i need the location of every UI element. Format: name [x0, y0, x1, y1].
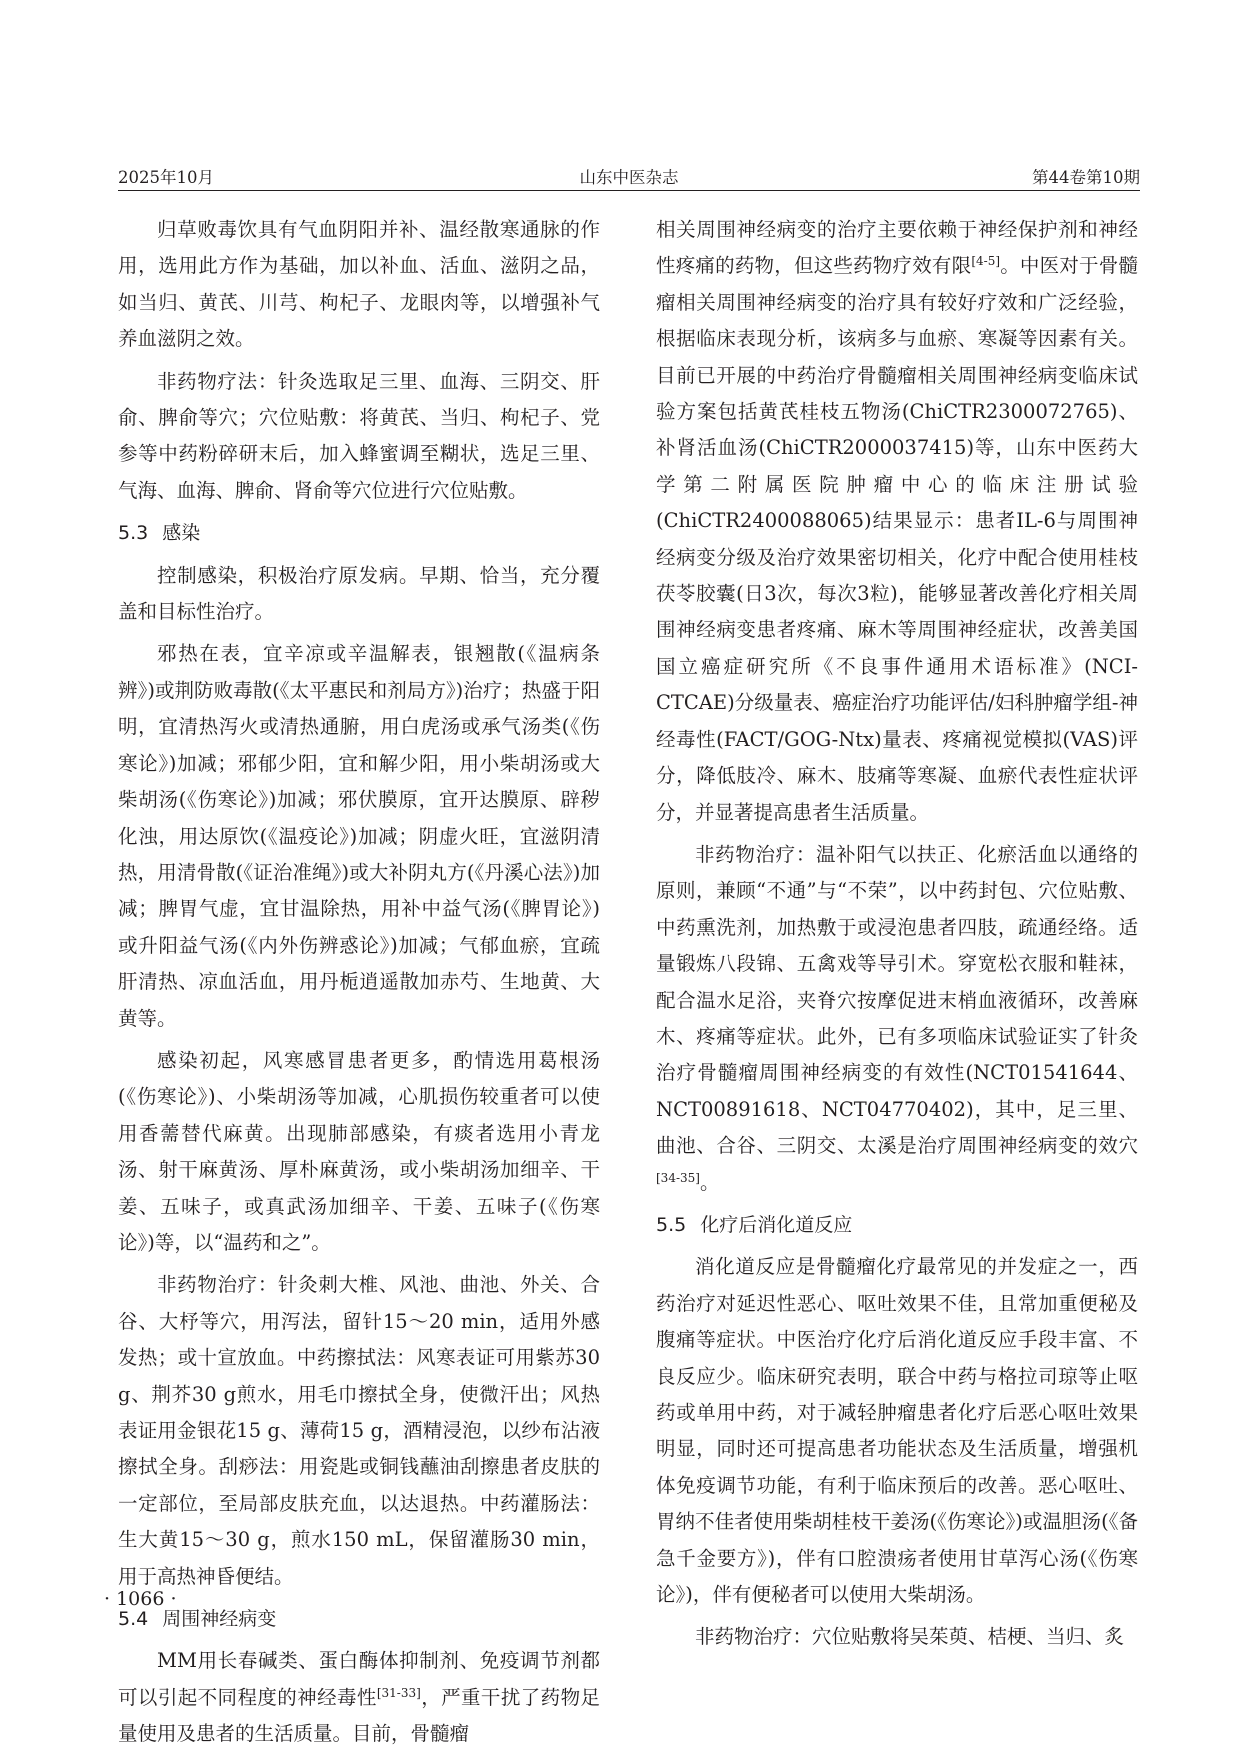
paragraph	[118, 1643, 600, 1752]
citation-ref: [31-33]	[376, 1685, 421, 1700]
paragraph: 非药物疗法：针灸选取足三里、血海、三阴交、肝俞、脾俞等穴；穴位贴敷：将黄芪、当归、枸杞子、党参等中药粉碎研末后，加入蜂蜜调至糊状，选足三里、气海、血海、脾俞、肾俞等穴位进行穴位贴敷。	[118, 369, 600, 502]
section-heading-5-5	[656, 1207, 1138, 1243]
paragraph: 邪热在表，宜辛凉或辛温解表，银翘散(《温病条辨》)或荆防败毒散(《太平惠民和剂局方》)治疗；热盛于阳明，宜清热泻火或清热通腑，用白虎汤或承气汤类(《伤寒论》)加减；邪郁少阳，宜和解少阳，用小柴胡汤或大柴胡汤(《伤寒论》)加减；邪伏膜原，宜开达膜原、辟秽化浊，用达原饮(《温疫论》)加减；阴虚火旺，宜滋阴清热，用清骨散(《证治准绳》)或大补阴丸方(《丹溪心法》)加减；脾胃气虚，宜甘温除热，用补中益气汤(《脾胃论》)或升阳益气汤(《内外伤辨惑论》)加减；气郁血瘀，宜疏肝清热、凉血活血，用丹栀逍遥散加赤芍、生地黄、大黄等。	[118, 642, 600, 1030]
paragraph: 归草败毒饮具有气血阴阳并补、温经散寒通脉的作用，选用此方作为基础，加以补血、活血、滋阴之品，如当归、黄芪、川芎、枸杞子、龙眼肉等，以增强补气养血滋阴之效。	[118, 218, 600, 351]
section-number: 5.5	[656, 1213, 687, 1236]
header-date: 2025年10月	[118, 168, 214, 187]
page-number: · 1066 ·	[104, 1588, 177, 1610]
citation-ref: [34-35]	[656, 1170, 700, 1185]
section-number: 5.4	[118, 1608, 149, 1631]
paragraph: 感染初起，风寒感冒患者更多，酌情选用葛根汤(《伤寒论》)、小柴胡汤等加减，心肌损伤较重者可以使用香薷替代麻黄。出现肺部感染，有痰者选用小青龙汤、射干麻黄汤、厚朴麻黄汤，或小柴胡汤加细辛、干姜、五味子，或真武汤加细辛、干姜、五味子(《伤寒论》)等，以“温药和之”。	[118, 1048, 600, 1254]
paragraph	[656, 212, 1138, 831]
paragraph: 非药物治疗：穴位贴敷将吴茱萸、桔梗、当归、炙	[695, 1625, 1125, 1649]
paragraph: 控制感染，积极治疗原发病。早期、恰当，充分覆盖和目标性治疗。	[118, 563, 600, 624]
header-journal-title: 山东中医杂志	[579, 168, 679, 187]
paragraph-text: ，严重干扰了药物足量使用及患者的生活质量。目前，骨髓瘤	[118, 1685, 600, 1746]
paragraph-text: 。	[699, 1170, 720, 1194]
paragraph-text: 非药物治疗：温补阳气以扶正、化瘀活血以通络的原则，兼顾“不通”与“不荣”，以中药封包、穴位贴敷、中药熏洗剂，加热敷于或浸泡患者四肢，疏通经络。适量锻炼八段锦、五禽戏等导引术。穿宽松衣服和鞋袜，配合温水足浴，夹脊穴按摩促进末梢血液循环，改善麻木、疼痛等症状。此外，已有多项临床试验证实了针灸治疗骨髓瘤周围神经病变的有效性(NCT01541644、NCT00891618、NCT04770402)，其中，足三里、曲池、合谷、三阴交、太溪是治疗周围神经病变的效穴	[656, 842, 1138, 1158]
section-heading-5-3	[118, 515, 600, 551]
header-volume-issue: 第44卷第10期	[1032, 168, 1140, 187]
paragraph-text: 。中医对于骨髓瘤相关周围神经病变的治疗具有较好疗效和广泛经验，根据临床表现分析，该病多与血瘀、寒凝等因素有关。目前已开展的中药治疗骨髓瘤相关周围神经病变临床试验方案包括黄芪桂枝五物汤(ChiCTR2300072765)、补肾活血汤(ChiCTR2000037415)等，山东中医药大学第二附属医院肿瘤中心的临床注册试验(ChiCTR2400088065)结果显示：患者IL-6与周围神经病变分级及治疗效果密切相关，化疗中配合使用桂枝茯苓胶囊(日3次，每次3粒)，能够显著改善化疗相关周围神经病变患者疼痛、麻木等周围神经症状，改善美国国立癌症研究所《不良事件通用术语标准》(NCI-CTCAE)分级量表、癌症治疗功能评估/妇科肿瘤学组-神经毒性(FACT/GOG-Ntx)量表、疼痛视觉模拟(VAS)评分，降低肢冷、麻木、肢痛等寒凝、血瘀代表性症状评分，并显著提高患者生活质量。	[656, 254, 1138, 824]
paragraph-text: 相关周围神经病变的治疗主要依赖于神经保护剂和神经性疼痛的药物，但这些药物疗效有限	[656, 218, 1138, 278]
section-title: 感染	[162, 522, 201, 545]
right-column	[656, 212, 1138, 1656]
paragraph: 消化道反应是骨髓瘤化疗最常见的并发症之一，西药治疗对延迟性恶心、呕吐效果不佳，且常加重便秘及腹痛等症状。中医治疗化疗后消化道反应手段丰富、不良反应少。临床研究表明，联合中药与格拉司琼等止呕药或单用中药，对于减轻肿瘤患者化疗后恶心呕吐效果明显，同时还可提高患者功能状态及生活质量，增强机体免疫调节功能，有利于临床预后的改善。恶心呕吐、胃纳不佳者使用柴胡桂枝干姜汤(《伤寒论》)或温胆汤(《备急千金要方》)，伴有口腔溃疡者使用甘草泻心汤(《伤寒论》)，伴有便秘者可以使用大柴胡汤。	[656, 1255, 1138, 1607]
section-title: 化疗后消化道反应	[700, 1213, 853, 1236]
citation-ref: [4-5]	[971, 254, 1001, 269]
paragraph: 非药物治疗：针灸刺大椎、风池、曲池、外关、合谷、大杼等穴，用泻法，留针15～20 min，适用外感发热；或十宣放血。中药擦拭法：风寒表证可用紫苏30 g、荆芥30 g煎水，用毛巾擦拭全身，使微汗出；风热表证用金银花15 g、薄荷15 g，酒精浸泡，以纱布沾液擦拭全身。刮痧法：用瓷匙或铜钱蘸油刮擦患者皮肤的一定部位，至局部皮肤充血，以达退热。中药灌肠法：生大黄15～30 g，煎水150 mL，保留灌肠30 min，用于高热神昏便结。	[118, 1273, 600, 1588]
running-header	[118, 162, 1140, 191]
section-number: 5.3	[118, 522, 149, 545]
section-heading-5-4	[118, 1601, 600, 1637]
left-column	[118, 212, 600, 1753]
paragraph-text: MM用长春碱类、蛋白酶体抑制剂、免疫调节剂都可以引起不同程度的神经毒性	[118, 1649, 600, 1709]
section-title: 周围神经病变	[162, 1608, 277, 1631]
paragraph	[656, 837, 1138, 1201]
